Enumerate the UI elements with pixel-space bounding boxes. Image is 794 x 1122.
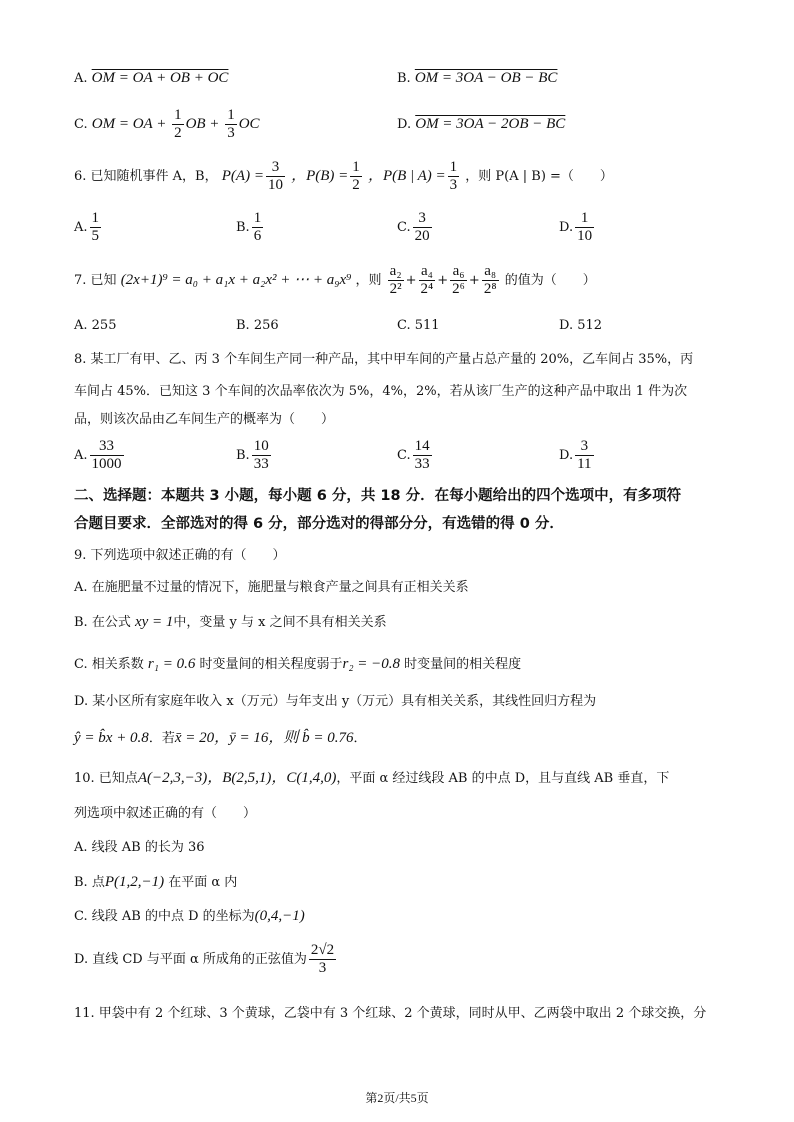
page-footer: 第2页/共5页: [365, 1091, 429, 1105]
q9-option-d-line2: ŷ = b̂x + 0.8．若x̄ = 20，ȳ = 16，则 b̂ = 0.76．: [74, 730, 367, 746]
q8-stem-line3: 品，则该次品由乙车间生产的概率为（ ）: [74, 412, 335, 427]
q10-option-d: D. 直线 CD 与平面 α 所成角的正弦值为 $\frac{2√2}{3}$: [74, 942, 335, 976]
section2-heading-line2: 合题目要求．全部选对的得 6 分，部分选对的得部分分，有选错的得 0 分．: [74, 516, 564, 532]
q7-option-a: A. 255: [74, 318, 117, 333]
q6-option-d: D. $\frac{1}{10}$: [559, 210, 593, 244]
q6-option-b: B. $\frac{1}{6}$: [236, 210, 262, 244]
q10-stem-line1: 10. 已知点A(−2,3,−3)，B(2,5,1)，C(1,4,0)，平面 α 经过线段 AB 的中点 D，且与直线 AB 垂直，下: [74, 770, 670, 786]
q5-option-b: B. OM = 3OA − OB − BC: [397, 70, 558, 86]
q10-option-b: B. 点P(1,2,−1) 在平面 α 内: [74, 874, 238, 890]
q9-stem: 9. 下列选项中叙述正确的有（ ）: [74, 548, 286, 563]
q9-option-c: C. 相关系数 r₁ = 0.6 时变量间的相关程度弱于r₂ = −0.8 时变量间的相关程度: [74, 656, 522, 672]
q6-option-a: A. $\frac{1}{5}$: [74, 210, 100, 244]
q6-stem: 6. 已知随机事件 A，B， P(A) = $\frac{3}{10}$ ，P(B) = $\frac{1}{2}$ ，P(B | A) = $\frac{1}{3}$ ，则 P(A | B) =（ ）: [74, 159, 613, 193]
q8-stem-line1: 8. 某工厂有甲、乙、丙 3 个车间生产同一种产品，其中甲车间的产量占总产量的 20%，乙车间占 35%，丙: [74, 352, 694, 367]
q5-option-d: D. OM = 3OA − 2OB − BC: [397, 116, 566, 132]
q8-stem-line2: 车间占 45%．已知这 3 个车间的次品率依次为 5%，4%，2%，若从该厂生产的这种产品中取出 1 件为次: [74, 384, 688, 399]
q7-stem: 7. 已知 (2x+1)⁹ = a₀ + a₁x + a₂x² + ⋯ + a₉x⁹ ，则 $\frac{\text{a₂}}{\text{2²}}$ + $\frac{\text{a₄}}{\text{2⁴}}$ + $\frac{\text{a₆}}{\text{2⁶}}$ + $\frac{\text{a₈}}{\text{2⁸}}$ 的值为（ ）: [74, 263, 596, 297]
q5-option-a: A. OM = OA + OB + OC: [74, 70, 229, 86]
q8-option-b: B. $\frac{10}{33}$: [236, 438, 269, 472]
q7-option-b: B. 256: [236, 318, 279, 333]
q9-option-b: B. 在公式 xy = 1中，变量 y 与 x 之间不具有相关关系: [74, 614, 387, 630]
q7-option-d: D. 512: [559, 318, 603, 333]
q11-stem-line1: 11. 甲袋中有 2 个红球、3 个黄球，乙袋中有 3 个红球、2 个黄球，同时从甲、乙两袋中取出 2 个球交换，分: [74, 1006, 707, 1021]
q10-option-a: A. 线段 AB 的长为 36: [74, 840, 205, 855]
q7-option-c: C. 511: [397, 318, 440, 333]
q9-option-a: A. 在施肥量不过量的情况下，施肥量与粮食产量之间具有正相关关系: [74, 580, 469, 595]
q8-option-d: D. $\frac{3}{11}$: [559, 438, 592, 472]
q6-option-c: C. $\frac{3}{20}$: [397, 210, 430, 244]
q8-option-c: C. $\frac{14}{33}$: [397, 438, 430, 472]
q9-option-d-line1: D. 某小区所有家庭年收入 x（万元）与年支出 y（万元）具有相关关系，其线性回归方程为: [74, 694, 597, 709]
q5-option-c: C. OM = OA + $\frac{1}{2}$ OB + $\frac{1}{3}$ OC: [74, 107, 260, 141]
section2-heading-line1: 二、选择题：本题共 3 小题，每小题 6 分，共 18 分．在每小题给出的四个选项中，有多项符: [74, 488, 682, 504]
q10-stem-line2: 列选项中叙述正确的有（ ）: [74, 806, 257, 821]
q10-option-c: C. 线段 AB 的中点 D 的坐标为(0,4,−1): [74, 908, 305, 924]
q8-option-a: A. $\frac{33}{1000}$: [74, 438, 122, 472]
